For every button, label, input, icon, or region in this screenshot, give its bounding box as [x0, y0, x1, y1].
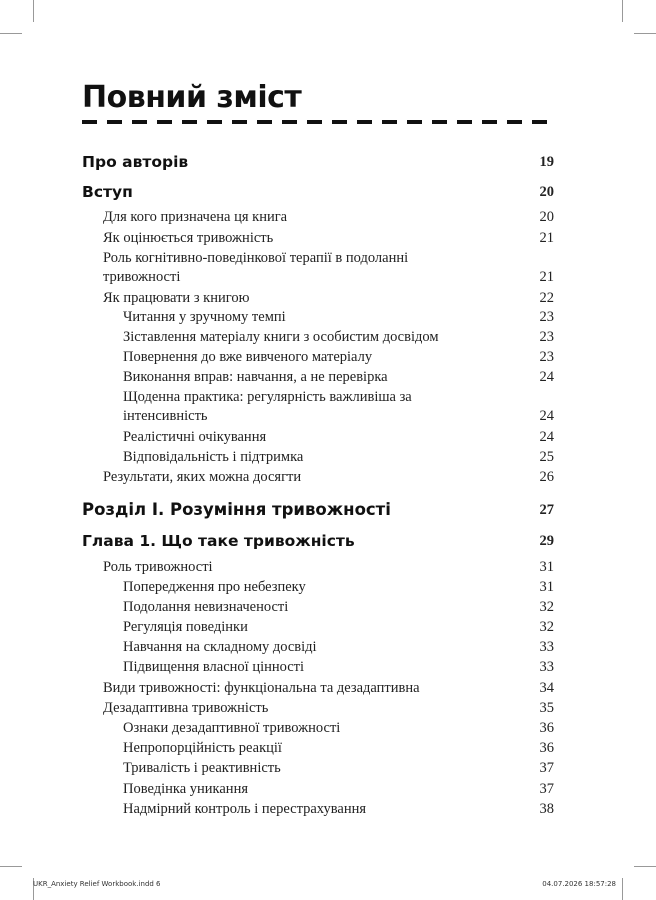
toc-entry — [82, 229, 554, 249]
toc-entry — [82, 500, 554, 520]
toc-entry-title: Відповідальність і підтримка — [123, 449, 304, 465]
toc-entry-title: Навчання на складному досвіді — [123, 639, 317, 655]
toc-entry-title: Зіставлення матеріалу книги з особистим досвідом — [123, 329, 439, 345]
toc-entry — [82, 658, 554, 678]
toc-entry-page-number: 24 — [539, 408, 554, 424]
toc-entry — [82, 448, 554, 468]
toc-entry-title: Виконання вправ: навчання, а не перевірка — [123, 369, 388, 385]
toc-entry-page-number: 33 — [539, 659, 554, 675]
slug-filename: UKR_Anxiety Relief Workbook.indd 6 — [33, 880, 161, 888]
toc-entry — [82, 531, 554, 551]
toc-entry — [82, 152, 554, 172]
toc-entry-title: Підвищення власної цінності — [123, 659, 305, 675]
toc-entry-page-number: 19 — [539, 154, 554, 170]
crop-mark — [634, 866, 656, 867]
crop-mark — [622, 0, 623, 22]
toc-entry-title: Глава 1. Що таке тривожність — [82, 532, 355, 550]
toc-entry-page-number: 32 — [539, 619, 554, 635]
toc-entry — [82, 328, 554, 348]
toc-entry-page-number: 23 — [539, 309, 554, 325]
toc-entry-title: Реалістичні очікування — [123, 429, 267, 445]
toc-entry-title: Роль когнітивно-поведінкової терапії в подоланні тривожності — [103, 250, 409, 285]
toc-entry-page-number: 21 — [539, 230, 554, 246]
toc-entry-title: Види тривожності: функціональна та дезадаптивна — [103, 680, 420, 696]
toc-entry — [82, 699, 554, 719]
toc-entry-page-number: 27 — [539, 502, 554, 518]
toc-entry-page-number: 34 — [539, 680, 554, 696]
toc-entry — [82, 289, 554, 309]
toc-entry-page-number: 24 — [539, 369, 554, 385]
toc-entry-page-number: 38 — [539, 801, 554, 817]
toc-entry — [82, 618, 554, 638]
toc-entry-title: Як працювати з книгою — [103, 290, 250, 306]
toc-entry-title: Роль тривожності — [103, 559, 213, 575]
toc-entry-page-number: 20 — [539, 184, 554, 200]
crop-mark — [0, 33, 22, 34]
toc-entry — [82, 468, 554, 488]
toc-entry — [82, 638, 554, 658]
toc-entry-title: Вступ — [82, 183, 133, 201]
title-dashed-rule — [82, 120, 554, 124]
toc-entry-page-number: 37 — [539, 760, 554, 776]
toc-entry-page-number: 23 — [539, 329, 554, 345]
toc-entry-page-number: 22 — [539, 290, 554, 306]
toc-entry-page-number: 36 — [539, 720, 554, 736]
toc-entry — [82, 780, 554, 800]
page-title: Повний зміст — [82, 80, 302, 115]
crop-mark — [33, 0, 34, 22]
toc-entry-title: Ознаки дезадаптивної тривожності — [123, 720, 341, 736]
toc-entry — [82, 679, 554, 699]
toc-entry-page-number: 23 — [539, 349, 554, 365]
toc-entry — [82, 348, 554, 368]
crop-mark — [634, 33, 656, 34]
toc-entry-title: Для кого призначена ця книга — [103, 209, 288, 225]
toc-entry-page-number: 29 — [539, 533, 554, 549]
toc-entry — [82, 368, 554, 388]
toc-entry-page-number: 26 — [539, 469, 554, 485]
toc-entry-page-number: 24 — [539, 429, 554, 445]
toc-entry — [82, 308, 554, 328]
toc-entry-title: Про авторів — [82, 153, 189, 171]
toc-entry-page-number: 36 — [539, 740, 554, 756]
toc-entry-title: Надмірний контроль і перестрахування — [123, 801, 367, 817]
toc-entry — [82, 388, 554, 426]
toc-entry-page-number: 37 — [539, 781, 554, 797]
toc-entry — [82, 598, 554, 618]
toc-entry-title: Розділ І. Розуміння тривожності — [82, 500, 391, 519]
toc-entry — [82, 428, 554, 448]
toc-entry-page-number: 32 — [539, 599, 554, 615]
toc-entry — [82, 739, 554, 759]
toc-entry-title: Читання у зручному темпі — [123, 309, 286, 325]
toc-entry-title: Непропорційність реакції — [123, 740, 282, 756]
toc-entry-page-number: 35 — [539, 700, 554, 716]
toc-entry-title: Щоденна практика: регулярність важливіша за інтенсивність — [123, 389, 412, 424]
toc-entry-page-number: 31 — [539, 559, 554, 575]
toc-entry — [82, 800, 554, 820]
toc-entry-title: Як оцінюється тривожність — [103, 230, 274, 246]
toc-entry-title: Дезадаптивна тривожність — [103, 700, 269, 716]
toc-entry-page-number: 25 — [539, 449, 554, 465]
print-slug — [0, 880, 656, 900]
toc-entry-title: Тривалість і реактивність — [123, 760, 281, 776]
toc-entry — [82, 719, 554, 739]
toc-entry-title: Подолання невизначеності — [123, 599, 289, 615]
toc-entry-title: Поведінка уникання — [123, 781, 248, 797]
slug-datetime: 04.07.2026 18:57:28 — [542, 880, 616, 888]
toc-entry-title: Регуляція поведінки — [123, 619, 248, 635]
toc-entry — [82, 558, 554, 578]
toc-entry — [82, 182, 554, 202]
toc-entry-title: Попередження про небезпеку — [123, 579, 306, 595]
toc-entry-title: Результати, яких можна досягти — [103, 469, 302, 485]
toc-entry — [82, 578, 554, 598]
crop-mark — [0, 866, 22, 867]
toc-entry-page-number: 21 — [539, 269, 554, 285]
toc-entry-title: Повернення до вже вивченого матеріалу — [123, 349, 373, 365]
toc-entry — [82, 759, 554, 779]
toc-entry-page-number: 20 — [539, 209, 554, 225]
toc-entry — [82, 208, 554, 228]
toc-entry-page-number: 33 — [539, 639, 554, 655]
toc-entry — [82, 249, 554, 287]
toc-entry-page-number: 31 — [539, 579, 554, 595]
